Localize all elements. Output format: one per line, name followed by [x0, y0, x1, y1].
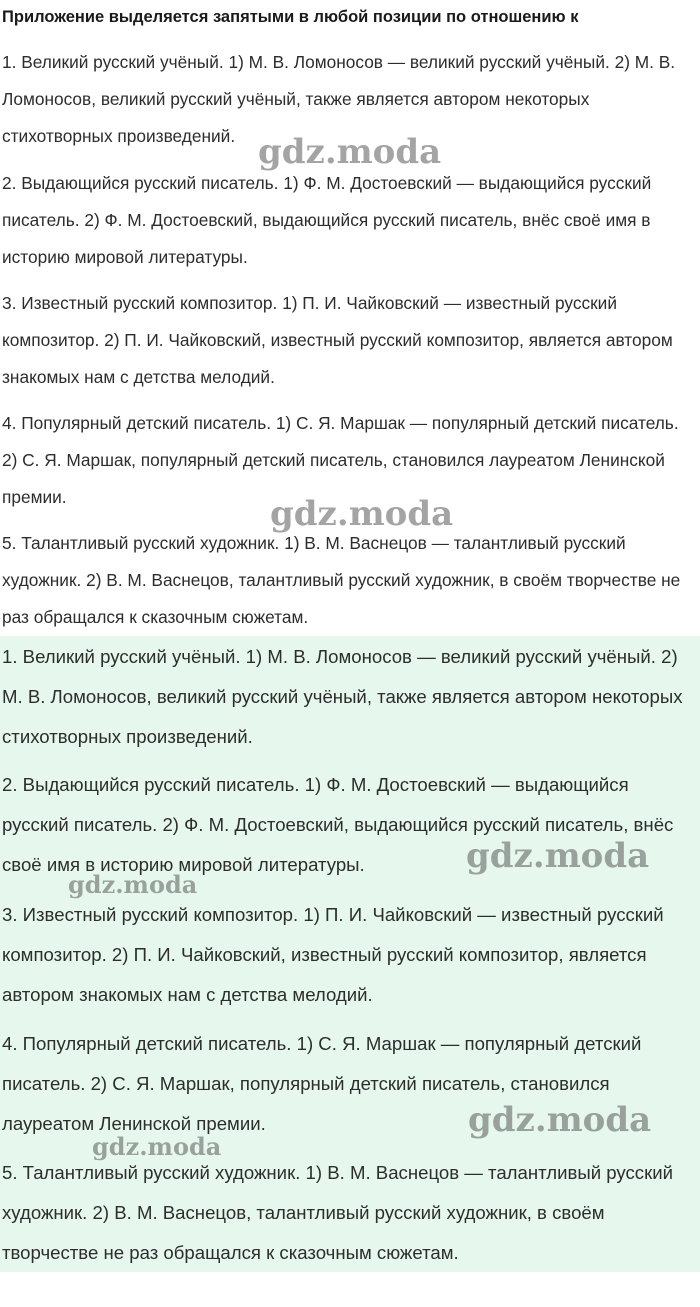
watermark-logo: gdz.moda	[92, 1132, 222, 1161]
section1-item-5: 5. Талантливый русский художник. 1) В. М. Васнецов — талантливый русский художник. 2) В. М. Васнецов, талантливый русский художник, в своём творчестве не раз обращался к сказочным сюжетам.	[2, 533, 681, 627]
watermark-logo: gdz.moda	[270, 494, 454, 534]
watermark-logo: gdz.moda	[466, 836, 650, 876]
watermark-logo: gdz.moda	[258, 132, 442, 172]
section2-item-1: 1. Великий русский учёный. 1) М. В. Ломоносов — великий русский учёный. 2) М. В. Ломоносов, великий русский учёный, также является автором некоторых стихотворных произведений.	[2, 646, 683, 747]
section1-item-2: 2. Выдающийся русский писатель. 1) Ф. М. Достоевский — выдающийся русский писатель. 2) Ф. М. Достоевский, выдающийся русский писатель, внёс своё имя в историю мировой литературы.	[2, 173, 652, 267]
page-heading: Приложение выделяется запятыми в любой позиции по отношению к	[2, 8, 579, 26]
section1-item-3: 3. Известный русский композитор. 1) П. И. Чайковский — известный русский композитор. 2) П. И. Чайковский, известный русский композитор, является автором знакомых нам с детства мелодий.	[2, 293, 673, 387]
section2-item-2: 2. Выдающийся русский писатель. 1) Ф. М. Достоевский — выдающийся русский писатель. 2) Ф. М. Достоевский, выдающийся русский писатель, внёс своё имя в историю мировой литературы.	[2, 774, 674, 875]
section1-item-4: 4. Популярный детский писатель. 1) С. Я. Маршак — популярный детский писатель. 2) С. Я. Маршак, популярный детский писатель, становился лауреатом Ленинской премии.	[2, 413, 679, 507]
watermark-logo: gdz.moda	[68, 870, 198, 899]
watermark-logo: gdz.moda	[468, 1100, 652, 1140]
section2-item-5: 5. Талантливый русский художник. 1) В. М. Васнецов — талантливый русский художник. 2) В. М. Васнецов, талантливый русский художник, в своём творчестве не раз обращался к сказочным сюжетам.	[2, 1162, 673, 1263]
section1-item-1: 1. Великий русский учёный. 1) М. В. Ломоносов — великий русский учёный. 2) М. В. Ломоносов, великий русский учёный, также является автором некоторых стихотворных произведений.	[2, 52, 676, 146]
section2-item-3: 3. Известный русский композитор. 1) П. И. Чайковский — известный русский композитор. 2) П. И. Чайковский, известный русский композитор, является автором знакомых нам с детства мелодий.	[2, 904, 664, 1005]
section2-item-4: 4. Популярный детский писатель. 1) С. Я. Маршак — популярный детский писатель. 2) С. Я. Маршак, популярный детский писатель, становился лауреатом Ленинской премии.	[2, 1033, 642, 1134]
